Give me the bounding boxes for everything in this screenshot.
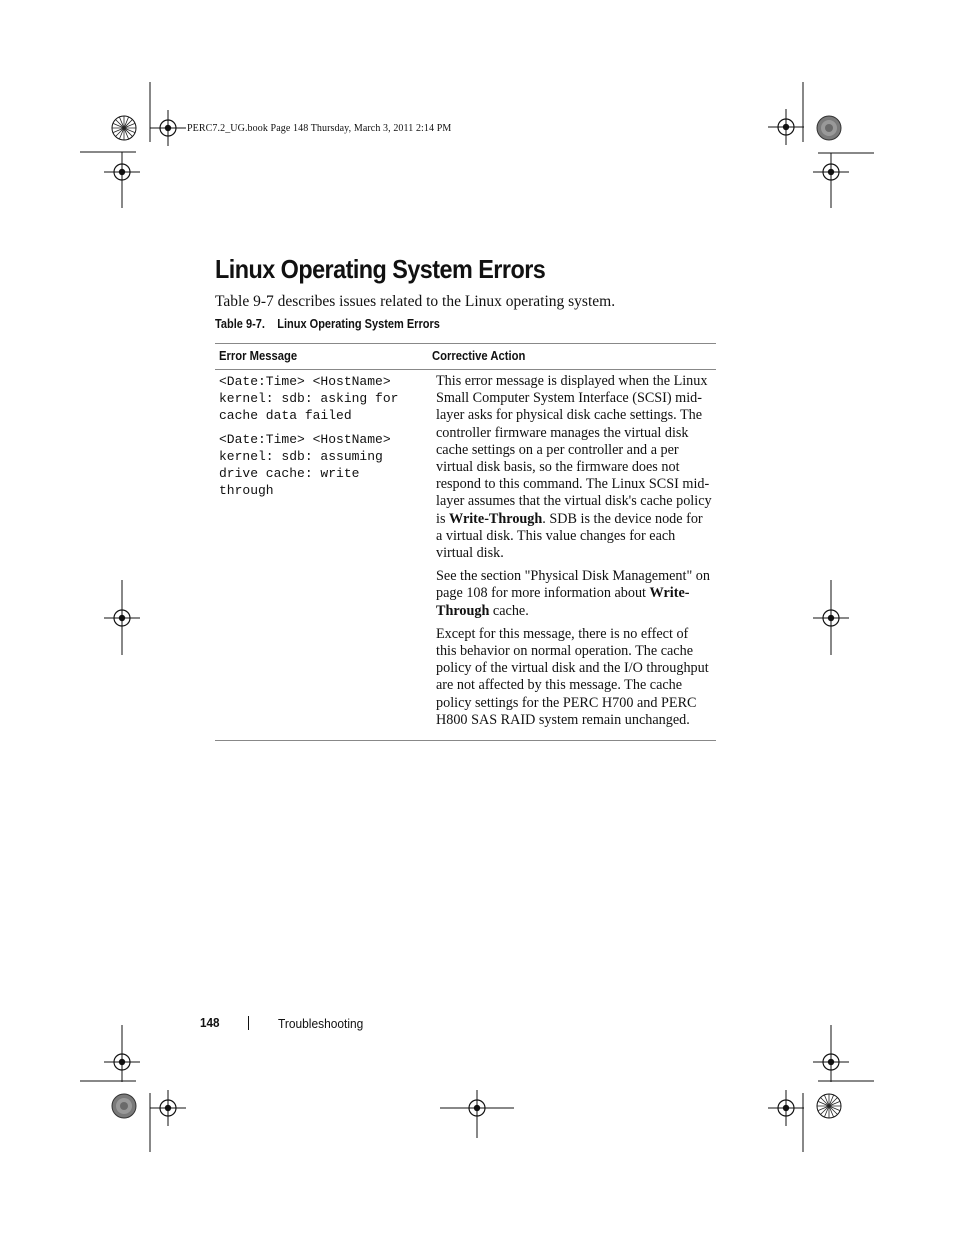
registration-mark-top-left <box>150 110 186 146</box>
table-header-row <box>215 344 716 370</box>
print-header-slug: PERC7.2_UG.book Page 148 Thursday, March 3, 2011 2:14 PM <box>187 123 452 134</box>
header-error-message: Error Message <box>215 344 428 370</box>
registration-mark-bottom-left-side <box>104 1044 140 1080</box>
table-caption-number: Table 9-7. <box>215 317 265 331</box>
footer-divider <box>248 1016 249 1030</box>
registration-mark-bottom-right <box>768 1090 804 1126</box>
burst-mark-top-left <box>112 116 136 140</box>
gray-mark-bottom-left <box>112 1094 136 1118</box>
section-title: Linux Operating System Errors <box>215 254 546 284</box>
page-number: 148 <box>200 1015 220 1030</box>
table-caption-title: Linux Operating System Errors <box>277 317 440 331</box>
action-paragraph-2: See the section "Physical Disk Management" on page 108 for more information about Write-Through cache. <box>436 568 710 619</box>
table-caption <box>215 317 440 331</box>
action-paragraph-3: Except for this message, there is no effect of this behavior on normal operation. The cache policy of the virtual disk and the I/O throughput are not affected by this message. The cache policy settings for the PERC H700 and PERC H800 SAS RAID system remain unchanged. <box>436 625 709 728</box>
corrective-action-cell <box>428 370 716 741</box>
registration-mark-middle-left <box>104 600 140 636</box>
error-message-1: <Date:Time> <HostName> kernel: sdb: asking for cache data failed <box>219 374 399 424</box>
registration-mark-top-right <box>768 109 804 145</box>
gray-mark-top-right <box>817 116 841 140</box>
footer-section-name: Troubleshooting <box>278 1016 364 1031</box>
error-message-2: <Date:Time> <HostName> kernel: sdb: assuming drive cache: write through <box>219 431 391 499</box>
header-corrective-action: Corrective Action <box>428 344 716 370</box>
error-message-cell <box>215 370 428 741</box>
registration-mark-middle-right <box>813 600 849 636</box>
action-paragraph-1: This error message is displayed when the Linux Small Computer System Interface (SCSI) mid-layer asks for physical disk cache settings. The controller firmware manages the virtual disk cache settings on a per controller and a per virtual disk basis, so the firmware does not respond to this command. The Linux SCSI mid-layer assumes that the virtual disk's cache policy is Write-Through. SDB is the device node for a virtual disk. This value changes for each virtual disk. <box>436 373 712 562</box>
registration-mark-bottom-left <box>150 1090 186 1126</box>
linux-errors-table <box>215 343 716 741</box>
table-row <box>215 370 716 741</box>
burst-mark-bottom-right <box>817 1094 841 1118</box>
intro-paragraph: Table 9-7 describes issues related to the Linux operating system. <box>215 293 616 310</box>
